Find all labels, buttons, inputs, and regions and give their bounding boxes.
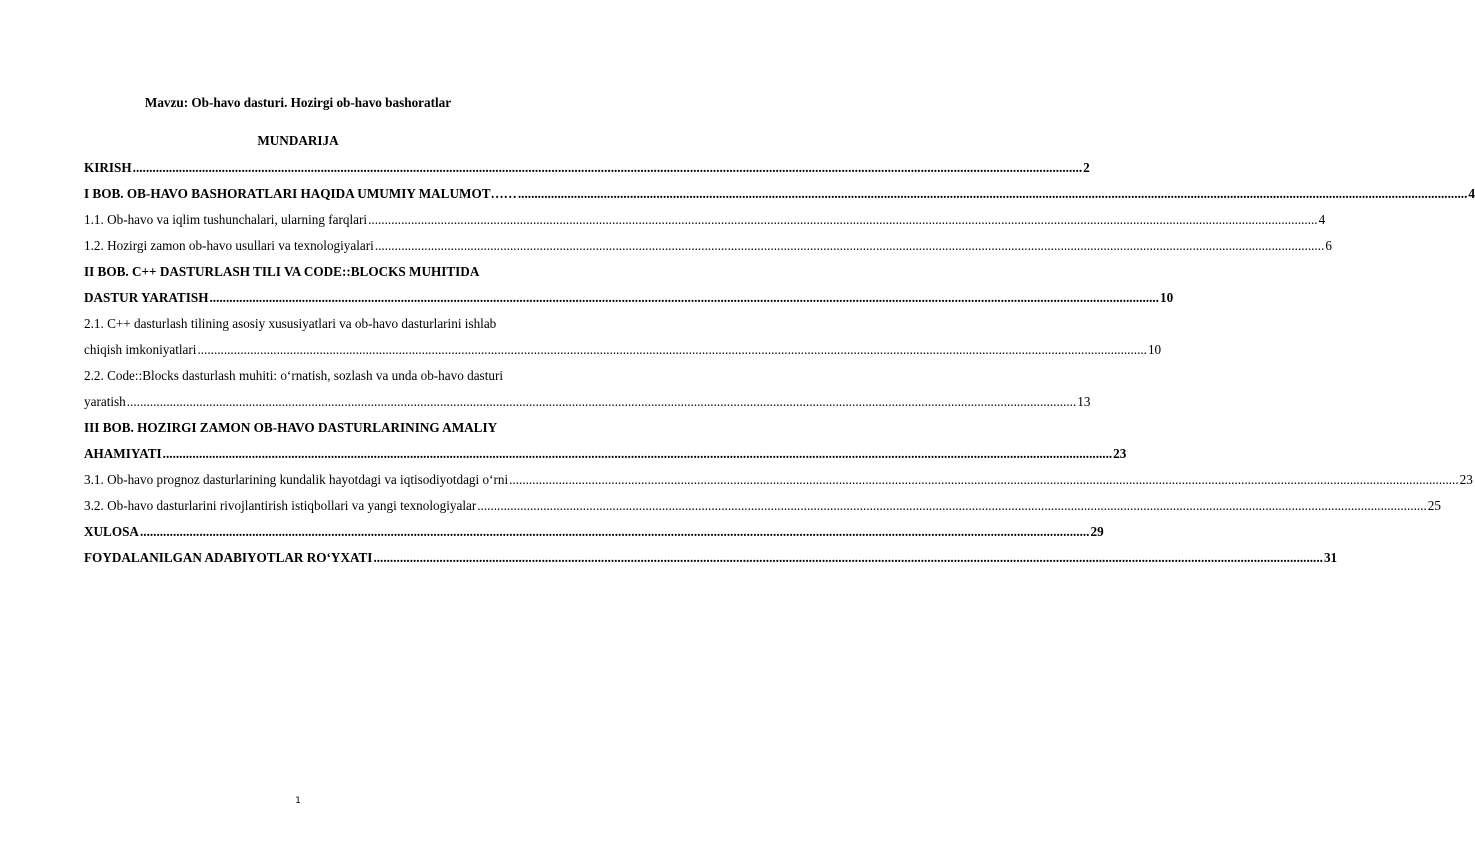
- toc-entry-page-number: 25: [1427, 498, 1441, 513]
- toc-entry-text: 3.2. Ob-havo dasturlarini rivojlantirish istiqbollari va yangi texnologiyalar: [84, 498, 477, 513]
- toc-entry-text: KIRISH: [84, 160, 132, 175]
- toc-entry-text: yaratish: [84, 394, 126, 409]
- toc-entry-text: chiqish imkoniyatlari: [84, 342, 197, 357]
- toc-entry-page-number: 6: [1325, 238, 1332, 253]
- toc-entry[interactable]: [84, 545, 1338, 571]
- toc-entry[interactable]: [84, 311, 1162, 363]
- toc-entry-line: [84, 441, 1127, 467]
- toc-entry[interactable]: [84, 181, 1475, 207]
- toc-entry[interactable]: [84, 233, 1332, 259]
- toc-entry-page-number: 10: [1159, 290, 1174, 305]
- dot-leader: [368, 207, 1318, 233]
- dot-leader: [209, 285, 1159, 311]
- toc-entry-page-number: 4: [1318, 212, 1326, 227]
- dot-leader: [127, 389, 1077, 415]
- toc-entry-first-line: II BOB. C++ DASTURLASH TILI VA CODE::BLOCKS MUHITIDA: [84, 264, 480, 279]
- toc-entry-page-number: 4: [1468, 186, 1475, 201]
- toc-entry-line: [84, 389, 1091, 415]
- toc-entry[interactable]: [84, 207, 1326, 233]
- toc-entry-line: [84, 233, 1332, 259]
- toc-entry[interactable]: [84, 519, 1104, 545]
- toc-entry-page-number: 31: [1323, 550, 1338, 565]
- contents-heading: MUNDARIJA: [257, 133, 339, 148]
- toc-entry[interactable]: [84, 155, 1090, 181]
- table-of-contents: [84, 155, 1475, 571]
- toc-entry-page-number: 23: [1459, 472, 1473, 487]
- toc-entry-page-number: 29: [1090, 524, 1104, 539]
- toc-entry[interactable]: [84, 467, 1473, 493]
- toc-entry-line: [84, 207, 1326, 233]
- toc-entry-line: [84, 337, 1162, 363]
- toc-entry-first-line: III BOB. HOZIRGI ZAMON OB-HAVO DASTURLARINING AMALIY: [84, 420, 498, 435]
- dot-leader: [197, 337, 1147, 363]
- toc-entry-first-line: 2.2. Code::Blocks dasturlash muhiti: o‘rnatish, sozlash va unda ob-havo dasturi: [84, 368, 504, 383]
- dot-leader: [133, 155, 1083, 181]
- dot-leader: [518, 181, 1468, 207]
- toc-entry-text: I BOB. OB-HAVO BASHORATLARI HAQIDA UMUMIY MALUMOT……: [84, 186, 517, 201]
- dot-leader: [373, 545, 1323, 571]
- toc-entry-line: [84, 467, 1473, 493]
- toc-entry-first-line: 2.1. C++ dasturlash tilining asosiy xususiyatlari va ob-havo dasturlarini ishlab: [84, 316, 497, 331]
- toc-entry-line: [84, 285, 1174, 311]
- toc-entry-text: AHAMIYATI: [84, 446, 162, 461]
- toc-entry-line: [84, 545, 1338, 571]
- toc-entry-text: 1.1. Ob-havo va iqlim tushunchalari, ularning farqlari: [84, 212, 368, 227]
- toc-entry-text: DASTUR YARATISH: [84, 290, 209, 305]
- toc-entry-page-number: 10: [1147, 342, 1162, 357]
- toc-entry-line: [84, 493, 1441, 519]
- toc-entry[interactable]: [84, 415, 1127, 467]
- page-number: 1: [295, 796, 301, 806]
- dot-leader: [477, 493, 1427, 519]
- dot-leader: [509, 467, 1459, 493]
- toc-entry-line: [84, 519, 1104, 545]
- toc-entry-page-number: 2: [1083, 160, 1090, 175]
- toc-entry-page-number: 13: [1077, 394, 1091, 409]
- toc-entry[interactable]: [84, 259, 1174, 311]
- dot-leader: [163, 441, 1113, 467]
- dot-leader: [140, 519, 1090, 545]
- toc-entry-text: FOYDALANILGAN ADABIYOTLAR RO‘YXATI: [84, 550, 373, 565]
- toc-entry-page-number: 23: [1113, 446, 1127, 461]
- toc-entry-line: [84, 155, 1090, 181]
- toc-entry[interactable]: [84, 493, 1441, 519]
- toc-entry-line: [84, 181, 1475, 207]
- document-title: Mavzu: Ob-havo dasturi. Hozirgi ob-havo bashoratlar: [144, 95, 452, 110]
- toc-entry-text: XULOSA: [84, 524, 139, 539]
- dot-leader: [375, 233, 1325, 259]
- toc-entry[interactable]: [84, 363, 1091, 415]
- toc-entry-text: 1.2. Hozirgi zamon ob-havo usullari va texnologiyalari: [84, 238, 374, 253]
- toc-entry-text: 3.1. Ob-havo prognoz dasturlarining kundalik hayotdagi va iqtisodiyotdagi o‘rni: [84, 472, 509, 487]
